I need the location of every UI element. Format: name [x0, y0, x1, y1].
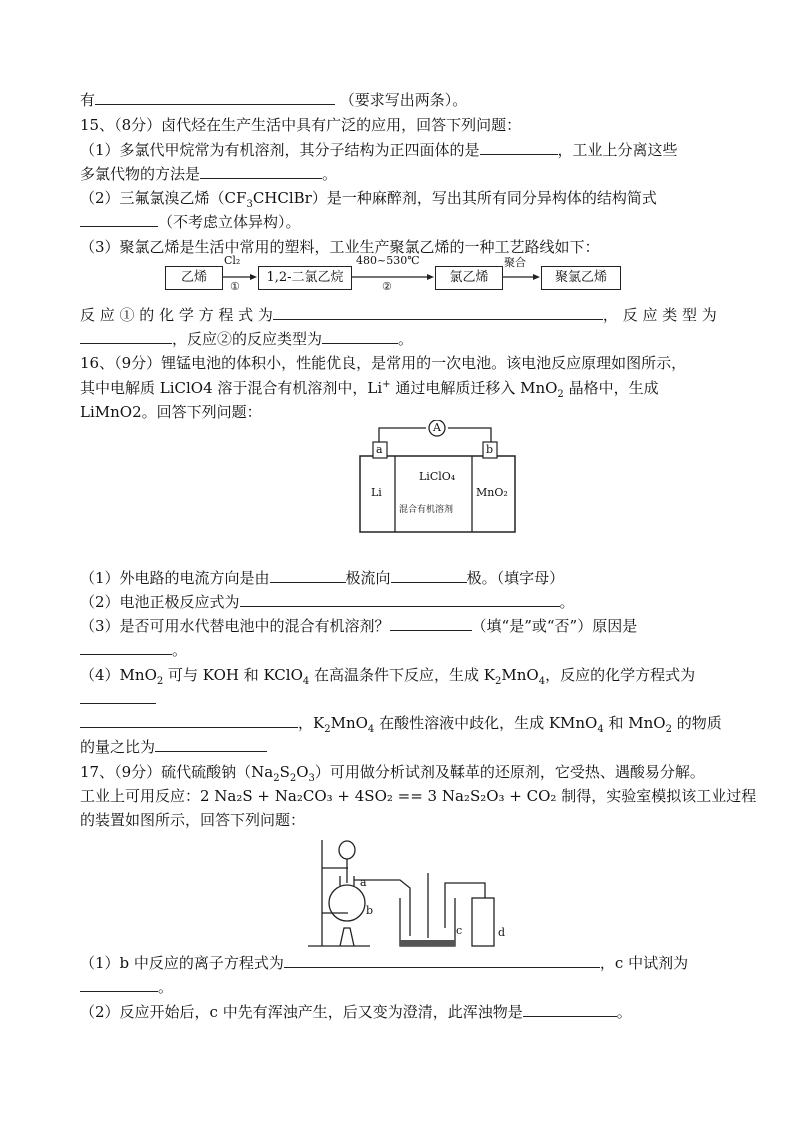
q15-part1-cont: 多氯代物的方法是 。 — [80, 165, 338, 183]
answer-blank[interactable] — [240, 592, 560, 607]
q17-part2: （2）反应开始后，c 中先有浑浊产生，后又变为澄清，此浑浊物是 。 — [80, 1003, 632, 1021]
q15-part2-cont: （不考虑立体异构）。 — [80, 212, 301, 232]
answer-blank[interactable] — [273, 305, 603, 320]
q15-reaction-type: ，反应②的反应类型为 。 — [80, 329, 413, 349]
answer-blank[interactable] — [523, 1002, 617, 1017]
answer-blank[interactable] — [80, 689, 156, 704]
answer-blank[interactable] — [322, 329, 398, 344]
answer-blank[interactable] — [95, 90, 335, 105]
q14-tail: 有 （要求写出两条）。 — [80, 91, 468, 109]
q16-part2: （2）电池正极反应式为 。 — [80, 593, 575, 611]
answer-blank[interactable] — [155, 737, 267, 752]
terminal-b: b — [486, 443, 494, 456]
q17-reaction: 工业上可用反应：2 Na₂S + Na₂CO₃ + 4SO₂ == 3 Na₂S₂O₃ + CO₂ 制得，实验室模拟该工业过程 — [80, 787, 757, 805]
q15-part1: （1）多氯代甲烷常为有机溶剂，其分子结构为正四面体的是 ，工业上分离这些 — [80, 141, 678, 159]
q16-part3-cont: 。 — [80, 640, 187, 660]
q16-desc-cont: LiMnO2。回答下列问题： — [80, 403, 262, 421]
q16-part4-end: 的量之比为 — [80, 737, 267, 757]
label-c: c — [456, 924, 463, 937]
terminal-a: a — [376, 443, 383, 456]
answer-blank[interactable] — [80, 713, 298, 728]
mno2-electrode: MnO₂ — [476, 486, 508, 499]
q17-title: 17、（9分）硫代硫酸钠$(Na_2S_2O_3)$可用做分析试剂及鞣革的还原剂，它受热、遇酸易分解。 — [80, 763, 705, 784]
li-electrode: Li — [371, 486, 382, 499]
answer-blank[interactable] — [270, 568, 346, 583]
answer-blank[interactable] — [80, 977, 158, 992]
answer-blank[interactable] — [80, 212, 158, 227]
apparatus-diagram — [300, 828, 520, 953]
flow-box-vinyl-chloride: 氯乙烯 — [435, 266, 503, 290]
ammeter-icon: A — [433, 421, 441, 434]
flow-box-pvc: 聚氯乙烯 — [541, 266, 621, 290]
solvent-label: 混合有机溶剂 — [399, 505, 454, 515]
answer-blank[interactable] — [480, 140, 558, 155]
q16-title: 16、（9分）锂锰电池的体积小，性能优良，是常用的一次电池。该电池反应原理如图所示， — [80, 354, 687, 372]
q16-part3: （3）是否可用水代替电池中的混合有机溶剂？ （填“是”或“否”）原因是 — [80, 617, 638, 635]
flow-box-dichloroethane: 1,2-二氯乙烷 — [258, 266, 352, 290]
arrow2-condition: 480~530℃ — [356, 254, 420, 267]
flow-box-ethylene: 乙烯 — [165, 266, 223, 290]
q16-part1: （1）外电路的电流方向是由 极流向 极。（填字母） — [80, 569, 565, 587]
answer-blank[interactable] — [80, 329, 172, 344]
label-a: a — [360, 876, 367, 889]
answer-blank[interactable] — [200, 164, 322, 179]
answer-blank[interactable] — [390, 616, 472, 631]
battery-diagram — [355, 420, 525, 542]
answer-blank[interactable] — [284, 953, 600, 968]
q17-desc: 的装置如图所示，回答下列问题： — [80, 811, 306, 829]
label-b: b — [366, 904, 374, 917]
answer-blank[interactable] — [391, 568, 467, 583]
q15-part3: （3）聚氯乙烯是生活中常用的塑料，工业生产聚氯乙烯的一种工艺路线如下： — [80, 238, 600, 256]
q16-desc: 其中电解质 LiClO4 溶于混合有机溶剂中，Li+ 通过电解质迁移入 MnO$_2$ 晶格中，生成 — [80, 379, 659, 400]
q15-reaction1: 反 应 ① 的 化 学 方 程 式 为 ， 反 应 类 型 为 — [80, 306, 717, 324]
q16-part4-cont: ，$K_2MnO_4$ 在酸性溶液中歧化，生成 KMnO$_4$ 和 MnO$_2$ 的物质 — [80, 713, 722, 733]
q17-part1: （1）b 中反应的离子方程式为 ，c 中试剂为 — [80, 954, 689, 972]
q16-part4-blank — [80, 689, 156, 709]
arrow2-step: ② — [382, 280, 392, 293]
pvc-flow-diagram — [160, 254, 620, 298]
q17-part1-cont: 。 — [80, 977, 173, 997]
q16-part4: （4）MnO$_2$ 可与 KOH 和 KClO$_4$ 在高温条件下反应，生成 $K_2MnO_4$，反应的化学方程式为 — [80, 666, 696, 687]
electrolyte-label: LiClO₄ — [419, 470, 456, 483]
arrow1-reagent: Cl₂ — [224, 254, 241, 267]
arrow1-step: ① — [230, 280, 240, 293]
apparatus-drawing — [300, 828, 520, 953]
label-d: d — [498, 926, 506, 939]
q15-part2: （2）三氟氯溴乙烯$(CF_3CHClBr)$是一种麻醉剂，写出其所有同分异构体的结构简式 — [80, 189, 657, 210]
answer-blank[interactable] — [80, 640, 172, 655]
q15-title: 15、（8分）卤代烃在生产生活中具有广泛的应用，回答下列问题： — [80, 116, 522, 134]
arrow3-condition: 聚合 — [504, 256, 526, 269]
